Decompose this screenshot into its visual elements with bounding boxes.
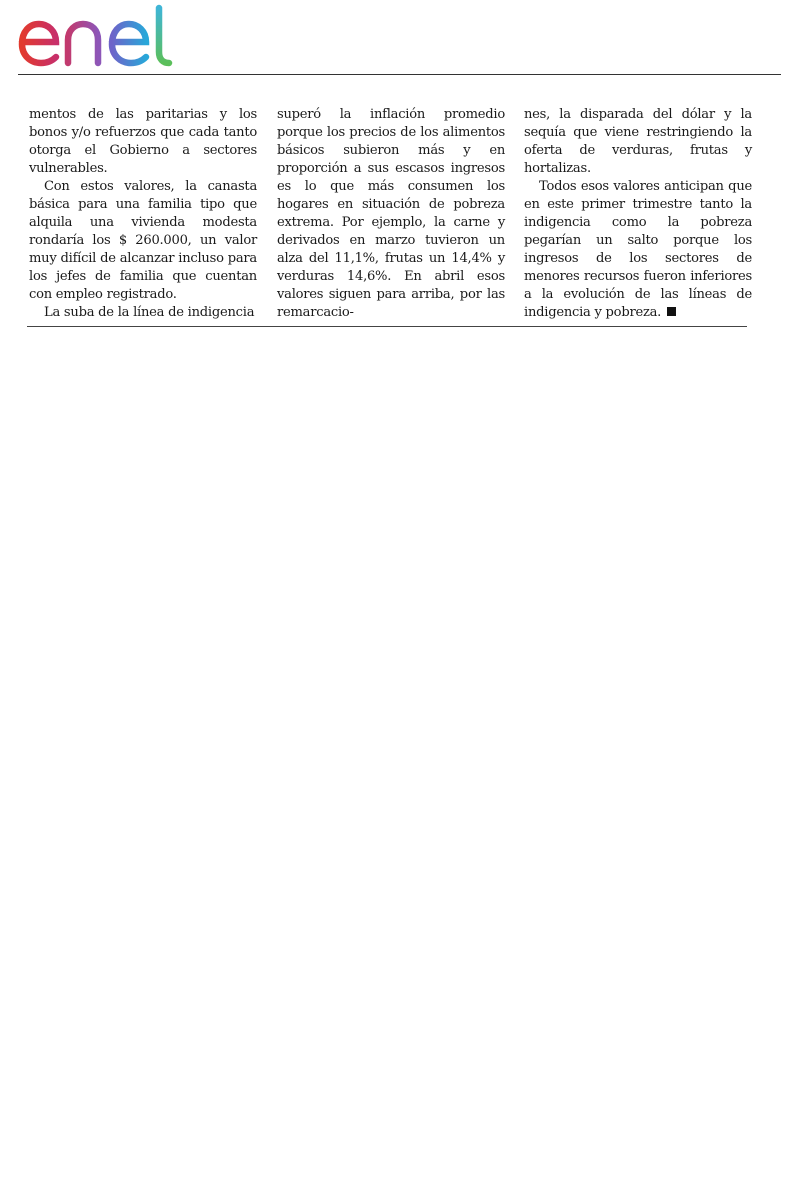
paragraph: nes, la disparada del dólar y la sequía que viene restringiendo la oferta de verduras, frutas y hortalizas. [524, 107, 752, 176]
paragraph: La suba de la línea de indigencia [44, 305, 255, 320]
article-column-2 [277, 106, 505, 322]
enel-logo [16, 4, 182, 68]
paragraph-with-endmark [524, 178, 752, 322]
paragraph: Todos esos valores anticipan que en este primer trimestre tanto la indigencia como la pobreza pegarían un salto porque los ingresos de los sectores de menores recursos fueron inferiores a la evolución de las líneas de indigencia y pobreza. [524, 179, 752, 320]
footer-divider [27, 326, 747, 327]
article-column-3 [524, 106, 752, 322]
paragraph: Con estos valores, la canasta básica para una familia tipo que alquila una vivienda modesta rondaría los $ 260.000, un valor muy difícil de alcanzar incluso para los jefes de familia que cuentan con empleo registrado. [29, 179, 257, 302]
header-divider [18, 74, 781, 75]
article-column-1 [29, 106, 257, 322]
paragraph: superó la inflación promedio porque los precios de los alimentos básicos subieron más y en proporción a sus escasos ingresos es lo que más consumen los hogares en situación de pobreza extrema. Por ejemplo, la carne y derivados en marzo tuvieron un alza del 11,1%, frutas un 14,4% y verduras 14,6%. En abril esos valores siguen para arriba, por las remarcacio- [277, 107, 505, 320]
end-of-article-mark [667, 307, 676, 316]
paragraph: mentos de las paritarias y los bonos y/o refuerzos que cada tanto otorga el Gobierno a sectores vulnerables. [29, 107, 257, 176]
